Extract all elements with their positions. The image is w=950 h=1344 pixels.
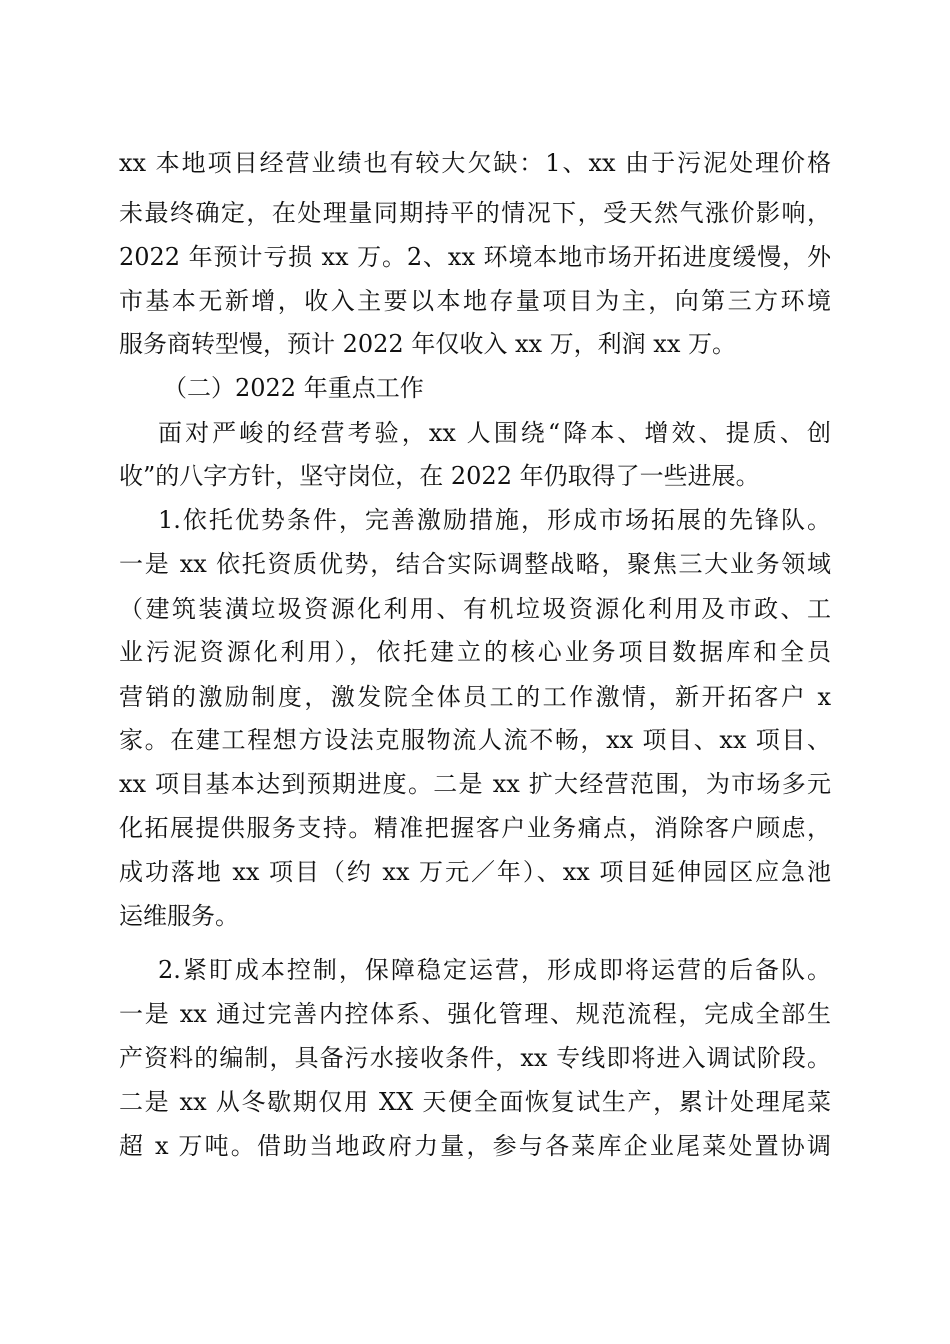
text-line: （建筑装潢垃圾资源化利用、有机垃圾资源化利用及市政、工 — [119, 595, 831, 623]
text-line: 营销的激励制度，激发院全体员工的工作激情，新开拓客户 x — [119, 683, 831, 711]
text-line: 二是 xx 从冬歇期仅用 XX 天便全面恢复试生产，累计处理尾菜 — [119, 1088, 831, 1116]
text-line: xx 项目基本达到预期进度。二是 xx 扩大经营范围，为市场多元 — [119, 770, 831, 798]
text-line: 化拓展提供服务支持。精准把握客户业务痛点，消除客户顾虑， — [119, 814, 831, 842]
text-line: 面对严峻的经营考验，xx 人围绕“降本、增效、提质、创 — [158, 419, 831, 447]
text-line: 业污泥资源化利用），依托建立的核心业务项目数据库和全员 — [119, 638, 831, 666]
text-line: 1.依托优势条件，完善激励措施，形成市场拓展的先锋队。 — [158, 506, 831, 534]
text-line: 2.紧盯成本控制，保障稳定运营，形成即将运营的后备队。 — [158, 956, 831, 984]
text-line: 一是 xx 通过完善内控体系、强化管理、规范流程，完成全部生 — [119, 1000, 831, 1028]
text-line: 运维服务。 — [119, 902, 239, 930]
text-line: 2022 年预计亏损 xx 万。2、xx 环境本地市场开拓进度缓慢，外 — [119, 243, 831, 271]
text-line: 产资料的编制，具备污水接收条件，xx 专线即将进入调试阶段。 — [119, 1044, 831, 1072]
text-line: 超 x 万吨。借助当地政府力量，参与各菜库企业尾菜处置协调 — [119, 1132, 831, 1160]
section-heading: （二）2022 年重点工作 — [163, 374, 424, 402]
text-line: 收”的八字方针，坚守岗位，在 2022 年仍取得了一些进展。 — [119, 462, 760, 490]
text-line: 市基本无新增，收入主要以本地存量项目为主，向第三方环境 — [119, 287, 831, 315]
text-line: 服务商转型慢，预计 2022 年仅收入 xx 万，利润 xx 万。 — [119, 330, 736, 358]
text-line: 一是 xx 依托资质优势，结合实际调整战略，聚焦三大业务领域 — [119, 550, 831, 578]
text-line: xx 本地项目经营业绩也有较大欠缺：1、xx 由于污泥处理价格 — [119, 149, 831, 177]
text-line: 成功落地 xx 项目（约 xx 万元／年）、xx 项目延伸园区应急池 — [119, 858, 831, 886]
text-line: 未最终确定，在处理量同期持平的情况下，受天然气涨价影响， — [119, 199, 831, 227]
text-line: 家。在建工程想方设法克服物流人流不畅，xx 项目、xx 项目、 — [119, 726, 831, 754]
